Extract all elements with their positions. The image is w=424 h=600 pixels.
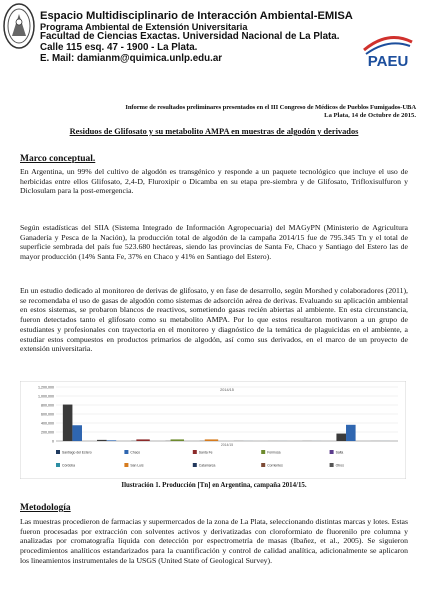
legend-swatch	[261, 463, 265, 467]
section-heading-metodologia: Metodología	[20, 503, 71, 513]
paragraph-marco-1: En Argentina, un 99% del cultivo de algodón es transgénico y responde a un paquete tecnológico que incluye el uso de herbicidas entre ellos Glifosato, 2,4-D, Fluroxipir o Dicamba en su etapa pre-siembra y de Glifosato, Trifloxisulfuron y Diclosulam para la post-emergencia.	[20, 167, 408, 196]
legend-swatch	[330, 450, 334, 454]
paragraph-metodologia-1: Las muestras procedieron de farmacias y supermercados de la zona de La Plata, seleccionando distintas marcas y lotes. Estas fueron procesadas por extracción con solventes activos y derivatizadas con cloroformiato de fluorenilo pre columna y analizadas por cromatografía líquida con detección por espectrometría de masas (Ibañez, et al., 2005). Se siguieron procedimientos analíticos estandarizados para la cuantificación y control de calidad analítica, adicionalmente se aplicaron los lineamientos instrumentales de la USGS (United State of Geological Survey).	[20, 517, 408, 565]
section-heading-marco: Marco conceptual.	[20, 154, 96, 164]
email: E. Mail: damianm@quimica.unlp.edu.ar	[40, 52, 223, 64]
bar-accent	[171, 439, 184, 441]
legend-swatch	[56, 463, 60, 467]
logo-text: PAEU	[367, 53, 409, 70]
paragraph-marco-2: Según estadísticas del SIIA (Sistema Integrado de Información Agropecuaria) del MAGyPN (Ministerio de Agricultura Ganadería y Pesca de la Nación), la producción total de algodón de la campaña 2014/15 fue de 795.345 Tn y el total de superficie sembrada del país fue 523.680 hectáreas, siendo las provincias de Santa Fe, Chaco y Santiago del Estero las de mayor producción (14% Santa Fe, 37% en Chaco y 41% en Santiago del Estero).	[20, 223, 408, 262]
university-seal-icon	[2, 2, 36, 50]
bar-surface	[72, 425, 82, 441]
faculty-name: Facultad de Ciencias Exactas. Universidad Nacional de La Plata.	[40, 31, 340, 43]
legend-swatch	[261, 450, 265, 454]
legend-swatch	[124, 450, 128, 454]
y-tick-label: 800,000	[41, 403, 54, 408]
bar-production	[97, 440, 107, 441]
address: Calle 115 esq. 47 - 1900 - La Plata.	[40, 42, 198, 54]
bar-accent	[136, 439, 149, 441]
x-mid-label: 2014/15	[220, 443, 234, 447]
legend-label: Santiago del Estero	[62, 450, 92, 455]
y-tick-label: 0	[52, 439, 54, 444]
report-line: Informe de resultados preliminares presentados en el III Congreso de Médicos de Pueblos Fumigados-UBA	[125, 104, 416, 111]
legend-swatch	[124, 463, 128, 467]
legend-label: Catamarca	[198, 463, 216, 468]
organization-block	[40, 10, 353, 65]
legend-label: Corrientes	[267, 463, 283, 468]
legend-label: Córdoba	[62, 463, 76, 468]
bar-production	[63, 405, 73, 441]
report-date: La Plata, 14 de Octubre de 2015.	[324, 112, 416, 120]
legend-label: Chaco	[130, 450, 141, 455]
legend-label: Salta	[335, 450, 344, 455]
legend-swatch	[330, 463, 334, 467]
y-tick-label: 600,000	[41, 412, 54, 417]
legend-label: Otros	[335, 463, 344, 468]
bar-production	[336, 434, 346, 441]
legend-label: San Luis	[130, 463, 144, 468]
paragraph-marco-3: En un estudio dedicado al monitoreo de derivas de glifosato, y en fase de desarrollo, según Morshed y colaboradores (2011), se recomendaba el uso de gasas de algodón como sistemas de adsorción aérea de derivas. Evaluando su aplicación ambiental en estos sistemas, se probaron blancos de reactivos, sometiendo gasas recién abiertas al ambiente. En esta circunstancia, fueron detectados tanto el glifosato como su metabolito AMPA. Por lo que estos resultaron motivaron a un grupo de estudiantes y profesionales con trayectoria en el monitoreo y diagnóstico de la temática de plaguicidas en el ambiente, a estudiar estos compuestos en productos primarios de algodón, así como sus derivados, en el marco de un proyecto de extensión universitaria.	[20, 286, 408, 354]
production-chart	[20, 381, 406, 479]
y-tick-label: 1,200,000	[38, 385, 54, 390]
bar-surface	[346, 425, 356, 441]
document-title: Residuos de Glifosato y su metabolito AMPA en muestras de algodón y derivados	[69, 127, 359, 136]
y-tick-label: 1,000,000	[38, 394, 54, 399]
y-tick-label: 200,000	[41, 430, 54, 435]
org-name: Espacio Multidisciplinario de Interacción Ambiental-EMISA	[40, 10, 353, 22]
document-header	[0, 0, 424, 118]
paeu-logo	[358, 30, 418, 72]
y-tick-label: 400,000	[41, 421, 54, 426]
program-name: Programa Ambiental de Extensión Universitaria	[40, 22, 248, 33]
legend-swatch	[193, 463, 197, 467]
legend-swatch	[56, 450, 60, 454]
legend-label: Formosa	[267, 450, 281, 455]
legend-label: Santa Fe	[198, 450, 213, 455]
figure-caption: Ilustración 1. Producción [Tn] en Argentina, campaña 2014/15.	[121, 482, 307, 489]
bar-surface	[107, 440, 117, 441]
chart-title: 2014/15	[220, 388, 234, 392]
bar-accent	[205, 439, 218, 441]
legend-swatch	[193, 450, 197, 454]
report-meta	[125, 104, 416, 120]
